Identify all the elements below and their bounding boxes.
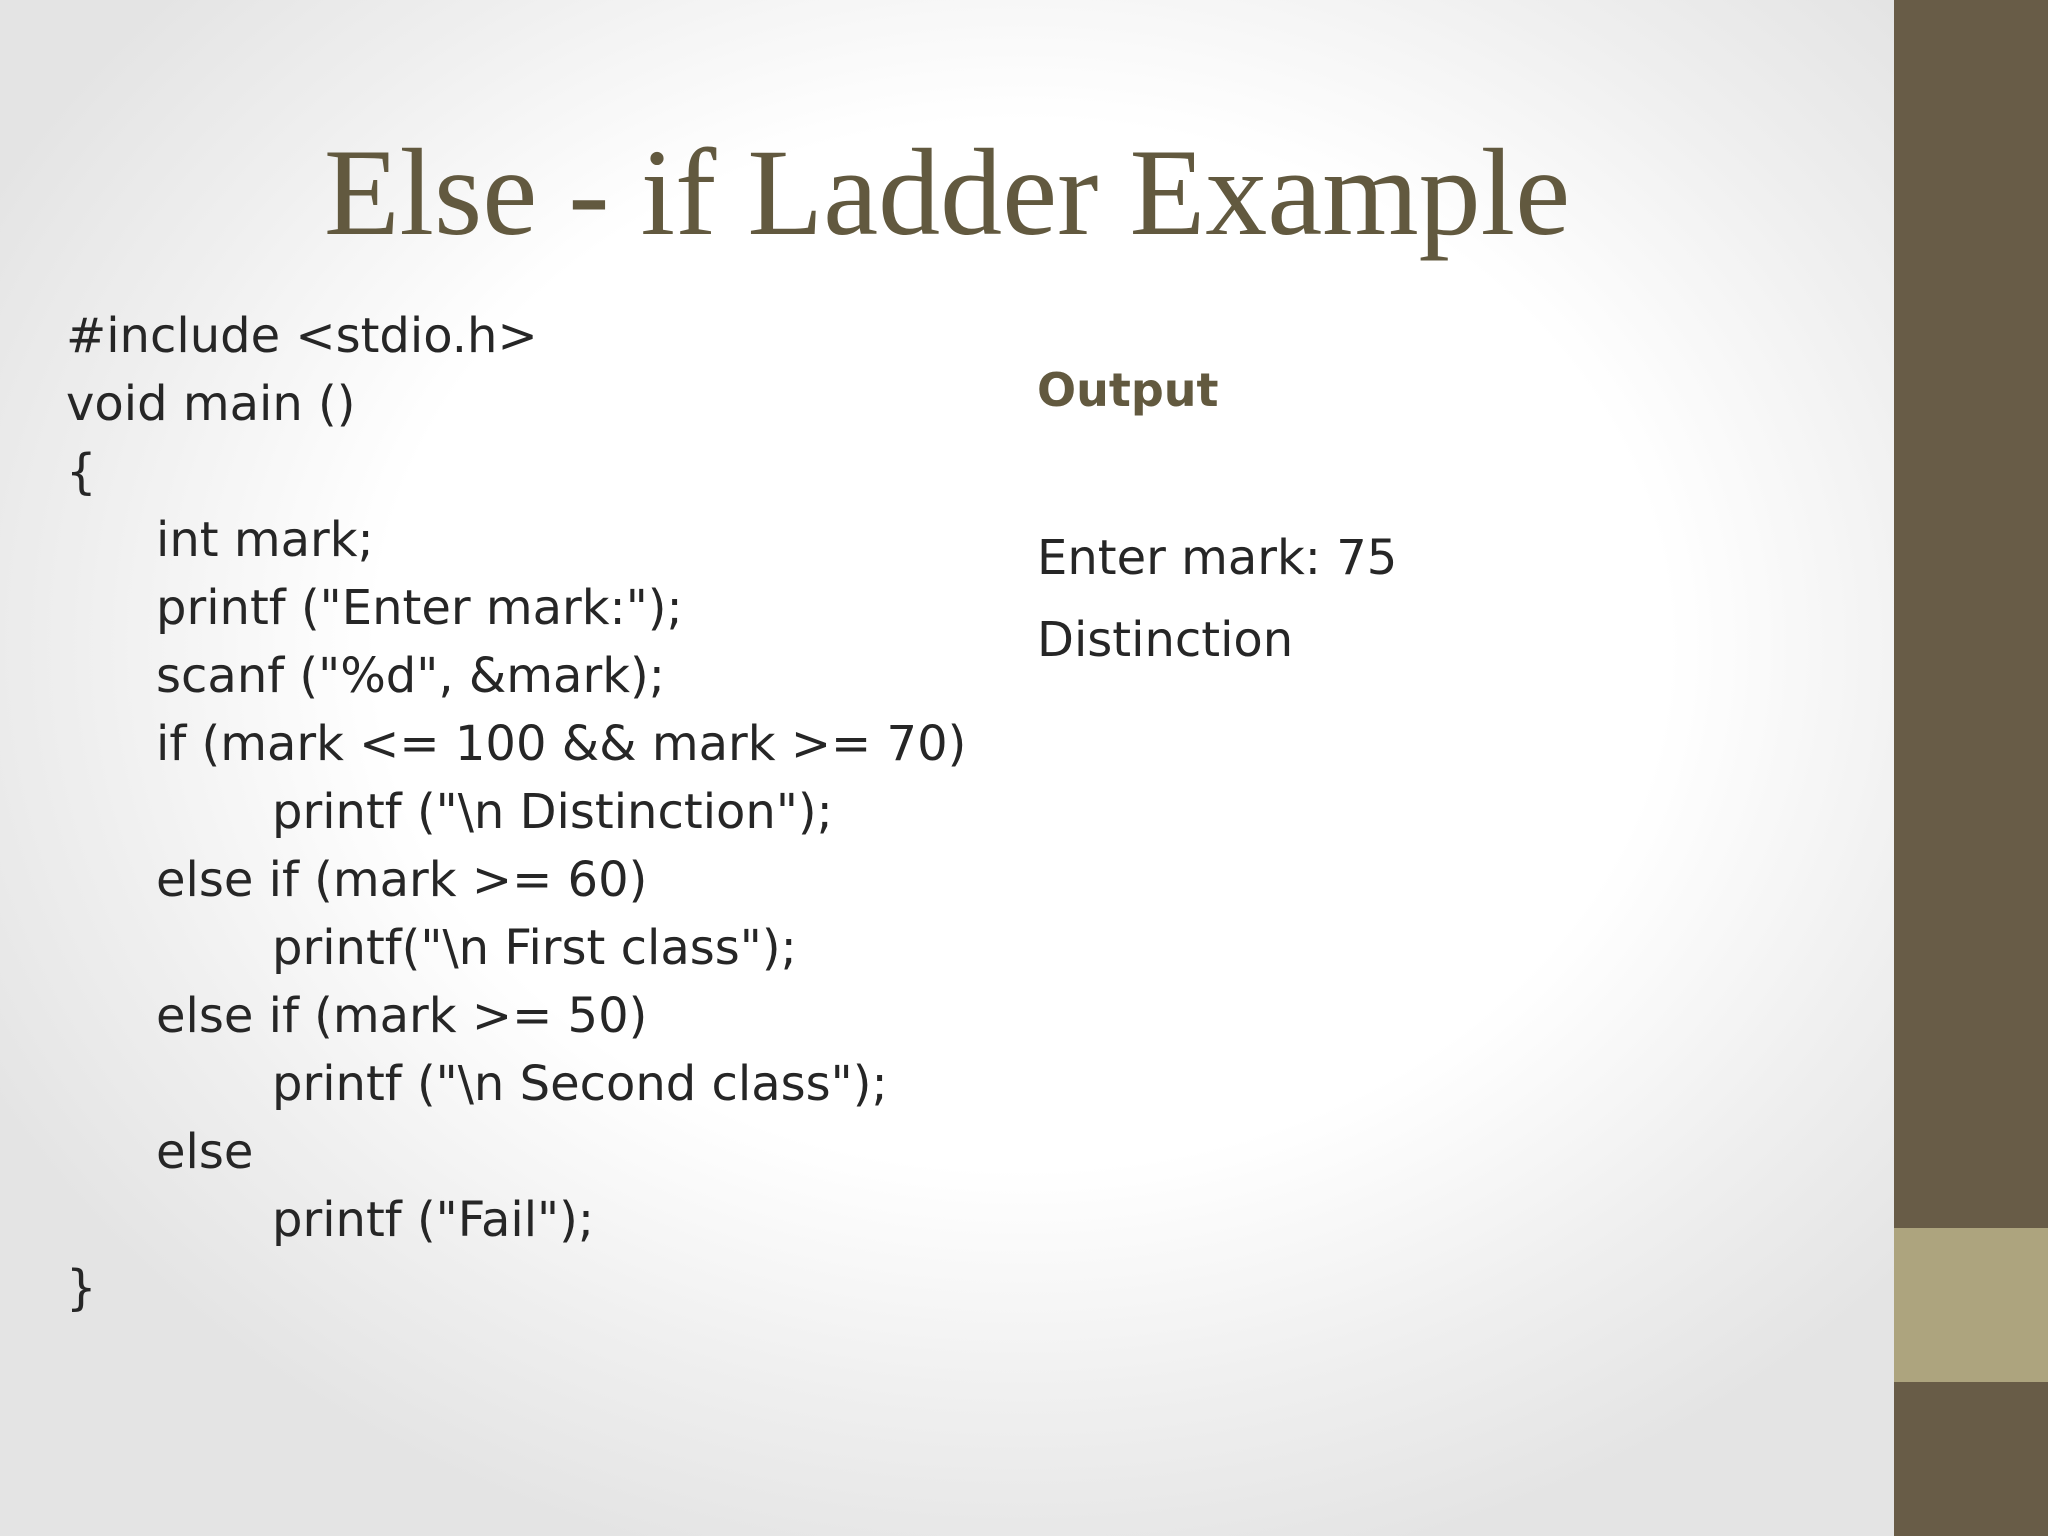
code-line: void main () — [66, 376, 356, 432]
output-heading: Output — [1037, 363, 1219, 417]
output-line: Enter mark: 75 — [1037, 530, 1398, 586]
code-line: printf ("Enter mark:"); — [156, 580, 683, 636]
code-line: #include <stdio.h> — [66, 308, 538, 364]
code-line: else if (mark >= 50) — [156, 988, 648, 1044]
code-line: printf ("\n Second class"); — [272, 1056, 888, 1112]
code-line: int mark; — [156, 512, 374, 568]
slide-title: Else - if Ladder Example — [323, 124, 1571, 261]
code-line: printf("\n First class"); — [272, 920, 797, 976]
output-lines — [1037, 517, 1397, 681]
side-bar-bottom-segment — [1894, 1382, 2048, 1536]
decorative-side-bar — [1894, 0, 2048, 1536]
side-bar-accent-segment — [1894, 1228, 2048, 1382]
code-line: printf ("Fail"); — [272, 1192, 595, 1248]
output-line: Distinction — [1037, 612, 1294, 668]
code-listing — [66, 302, 1026, 1322]
code-line: scanf ("%d", &mark); — [156, 648, 665, 704]
code-line: printf ("\n Distinction"); — [272, 784, 833, 840]
code-line: } — [66, 1260, 97, 1316]
code-line: { — [66, 444, 97, 500]
code-line: else — [156, 1124, 254, 1180]
code-line: else if (mark >= 60) — [156, 852, 648, 908]
side-bar-top-segment — [1894, 0, 2048, 1228]
code-line: if (mark <= 100 && mark >= 70) — [156, 716, 967, 772]
